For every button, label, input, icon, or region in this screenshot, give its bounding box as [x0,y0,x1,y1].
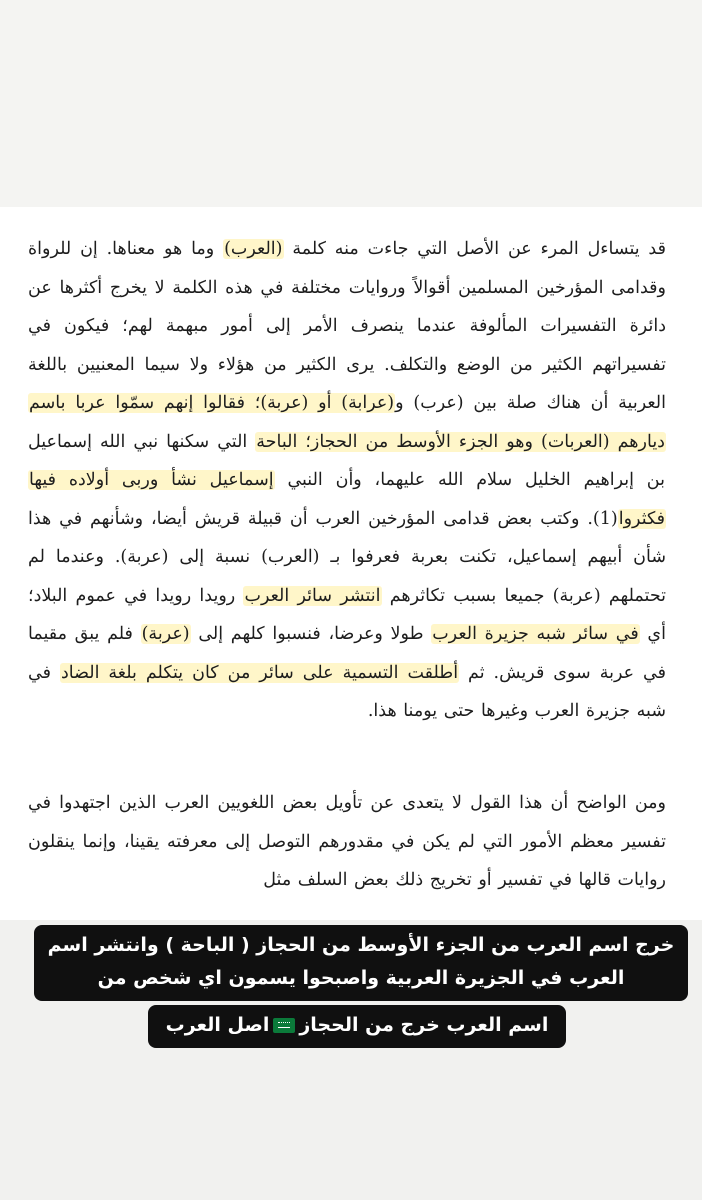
highlighted-text: (عربة) [141,624,190,644]
highlighted-text: (العرب) [224,239,283,259]
paragraph-text: قد يتساءل المرء عن الأصل التي جاءت منه كلمة [283,239,666,259]
highlighted-text: انتشر سائر العرب [244,585,381,606]
paragraph-text: في شبه جزيرة العرب وغيرها حتى يومنا هذا. [28,662,666,721]
caption-2-text: اسم العرب خرج من الحجاز [299,1014,549,1036]
paragraph-text: وما هو معناها. إن للرواة وقدامى المؤرخين المسلمين أقوالاً وروايات مختلفة في هذه الكلمة لا يخرج أكثرها عن دائرة التفسيرات المألوفة عندما ينصرف الأمر إلى أمور مبهمة لهم؛ فيكون في تفسيراتهم الكثير من الوضع والتكلف. يرى الكثير من هؤلاء ولا سيما المعنيين باللغة العربية أن هناك صلة بين (عرب) و [28,239,666,413]
highlighted-text: (عرابة) أو (عربة)؛ فقالوا إنهم سمّوا عربا باسم ديارهم (العربات) وهو الجزء الأوسط من الحجاز؛ الباحة [29,393,665,452]
highlighted-text: في سائر شبه جزيرة العرب [432,624,639,644]
paragraph-text: (1). وكتب بعض قدامى المؤرخين العرب أن قبيلة قريش أيضا، وشأنهم في هذا شأن أبيهم إسماعيل، تكنت بعربة فعرفوا بـ (العرب) نسبة إلى (عربة). وعندما لم تحتملهم (عربة) جميعا بسبب تكاثرهم [28,508,666,606]
blank-top-area [0,0,702,207]
paragraph-text: فلم يبق مقيما في عربة سوى قريش. ثم [28,624,666,683]
paragraph-text: طولا وعرضا، فنسبوا كلهم إلى [190,624,432,644]
saudi-flag-icon [273,1018,295,1033]
book-paragraph-2: ومن الواضح أن هذا القول لا يتعدى عن تأويل بعض اللغويين العرب الذين اجتهدوا في تفسير معظم الأمور التي لم يكن في مقدورهم التوصل إلى معرفته يقينا، وإنما ينقلون روايات قالها في تفسير أو تخريج ذلك بعض السلف مثل [28,793,666,890]
highlighted-text: إسماعيل نشأ وربى أولاده فيها فكثروا [29,470,665,529]
highlighted-text: أطلقت التسمية على سائر من كان يتكلم بلغة الضاد [60,662,459,683]
caption-2-end-text: اصل العرب [165,1014,270,1036]
book-paragraph-1 [28,230,666,731]
story-caption-2 [148,1005,566,1048]
paragraph-text: رويدا رويدا في عموم البلاد؛ أي [28,585,666,644]
story-caption-1: خرج اسم العرب من الجزء الأوسط من الحجاز ( الباحة ) وانتشر اسم العرب في الجزيرة العربية واصبحوا يسمون اي شخص من [34,925,688,1001]
paragraph-text: التي سكنها نبي الله إسماعيل بن إبراهيم الخليل سلام الله عليهما، وأن النبي [28,431,665,490]
